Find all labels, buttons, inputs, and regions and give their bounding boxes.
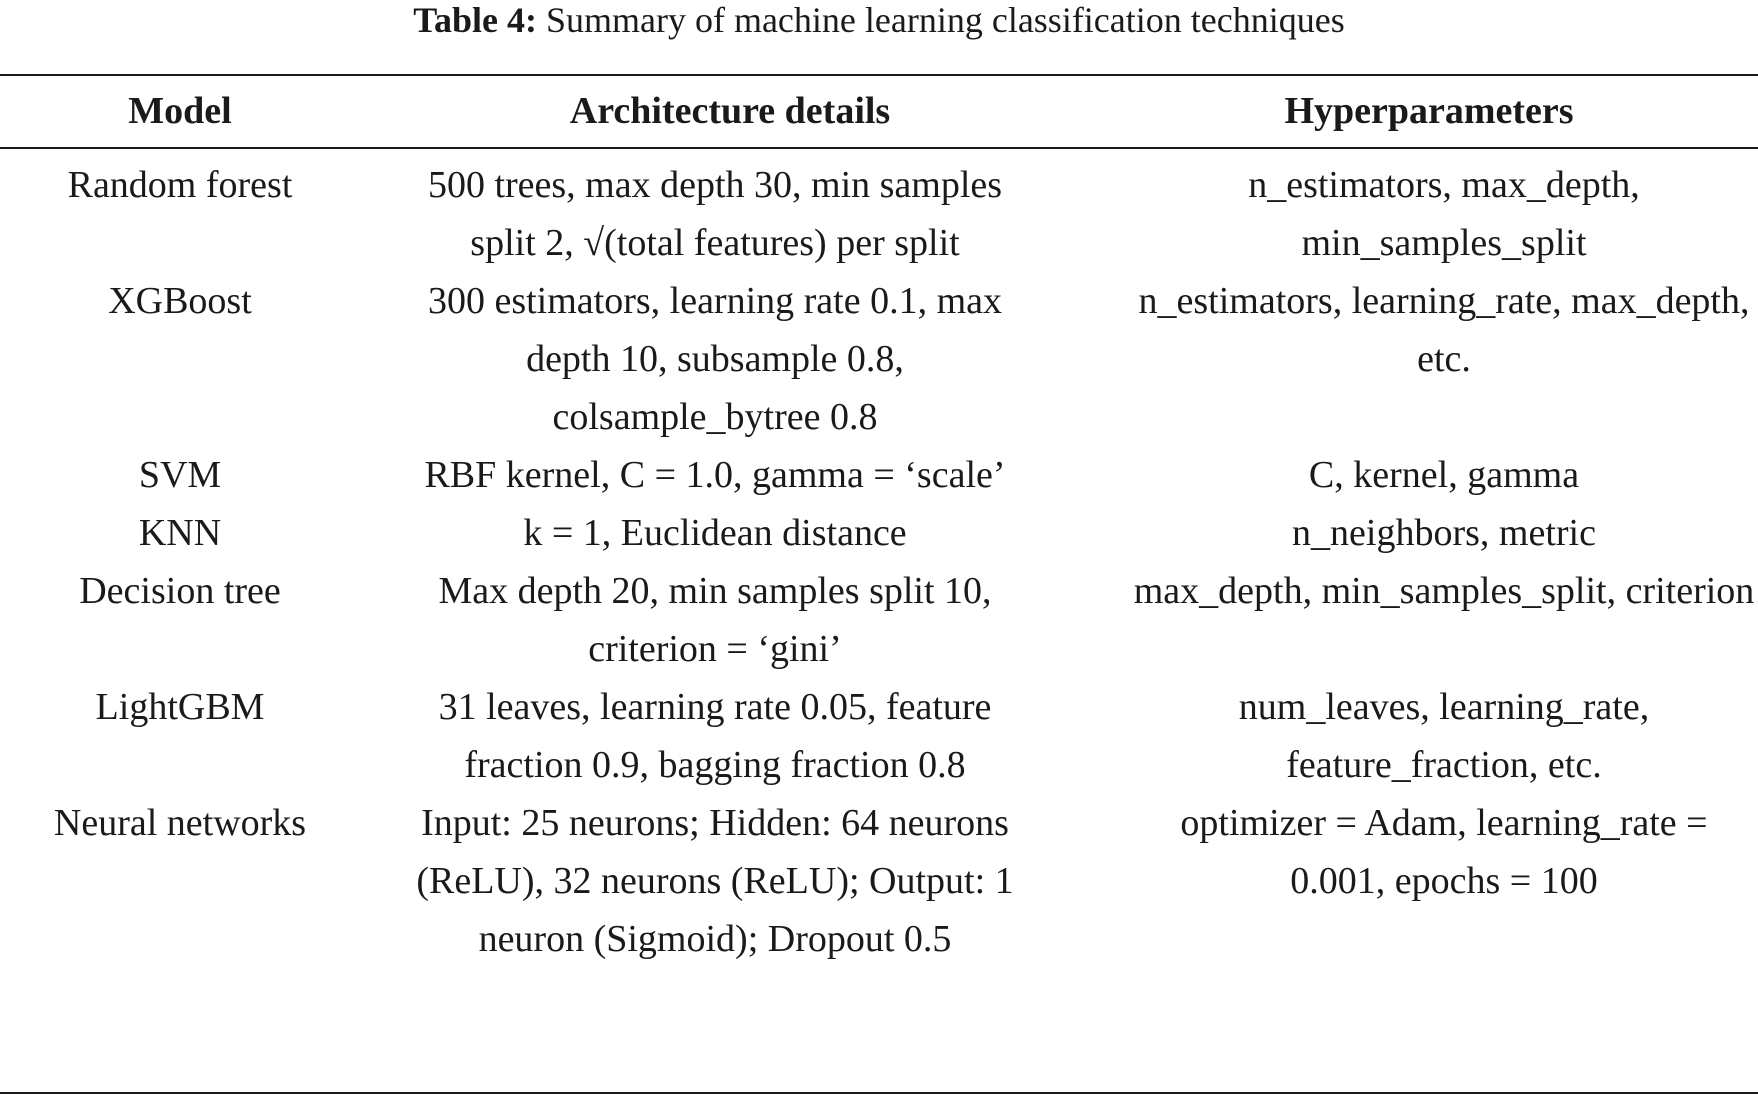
table-row <box>0 148 1758 272</box>
header-model: Model <box>128 90 232 132</box>
table-row <box>0 678 1758 794</box>
hyperparameters-cell: max_depth, min_samples_split, criterion <box>1133 570 1755 612</box>
model-cell: Neural networks <box>53 802 307 844</box>
architecture-cell: Input: 25 neurons; Hidden: 64 neurons (ReLU), 32 neurons (ReLU); Output: 1 neuron (Sigmoid); Dropout 0.5 <box>416 802 1014 960</box>
caption-label: Table 4: <box>413 0 537 40</box>
table-row <box>0 562 1758 678</box>
hyperparameters-cell: n_estimators, max_depth, min_samples_split <box>1248 164 1640 264</box>
table-bottom-rule <box>0 1092 1758 1094</box>
table-row <box>0 794 1758 968</box>
hyperparameters-cell: C, kernel, gamma <box>1308 454 1580 496</box>
header-hyperparameters: Hyperparameters <box>1284 90 1574 132</box>
model-cell: LightGBM <box>95 686 265 728</box>
table-caption <box>0 0 1758 42</box>
header-architecture: Architecture details <box>569 90 891 132</box>
table-row <box>0 272 1758 446</box>
hyperparameters-cell: n_estimators, learning_rate, max_depth, etc. <box>1138 280 1750 380</box>
model-cell: KNN <box>138 512 222 554</box>
table-row <box>0 446 1758 504</box>
model-cell: XGBoost <box>108 280 252 322</box>
hyperparameters-cell: n_neighbors, metric <box>1292 512 1596 554</box>
table-container <box>0 74 1758 968</box>
architecture-cell: RBF kernel, C = 1.0, gamma = ‘scale’ <box>424 454 1006 496</box>
hyperparameters-cell: optimizer = Adam, learning_rate = 0.001, epochs = 100 <box>1180 802 1708 902</box>
architecture-cell: 31 leaves, learning rate 0.05, feature fraction 0.9, bagging fraction 0.8 <box>438 686 992 786</box>
hyperparameters-cell: num_leaves, learning_rate, feature_fraction, etc. <box>1238 686 1650 786</box>
caption-text: Summary of machine learning classification techniques <box>545 0 1345 40</box>
header-row <box>0 74 1758 148</box>
architecture-cell: 500 trees, max depth 30, min samples split 2, √(total features) per split <box>427 164 1003 264</box>
table-row <box>0 504 1758 562</box>
architecture-cell: 300 estimators, learning rate 0.1, max depth 10, subsample 0.8, colsample_bytree 0.8 <box>427 280 1003 438</box>
model-cell: SVM <box>138 454 222 496</box>
model-cell: Random forest <box>67 164 293 206</box>
architecture-cell: Max depth 20, min samples split 10, criterion = ‘gini’ <box>438 570 992 670</box>
model-cell: Decision tree <box>79 570 281 612</box>
architecture-cell: k = 1, Euclidean distance <box>523 512 907 554</box>
summary-table <box>0 74 1758 968</box>
